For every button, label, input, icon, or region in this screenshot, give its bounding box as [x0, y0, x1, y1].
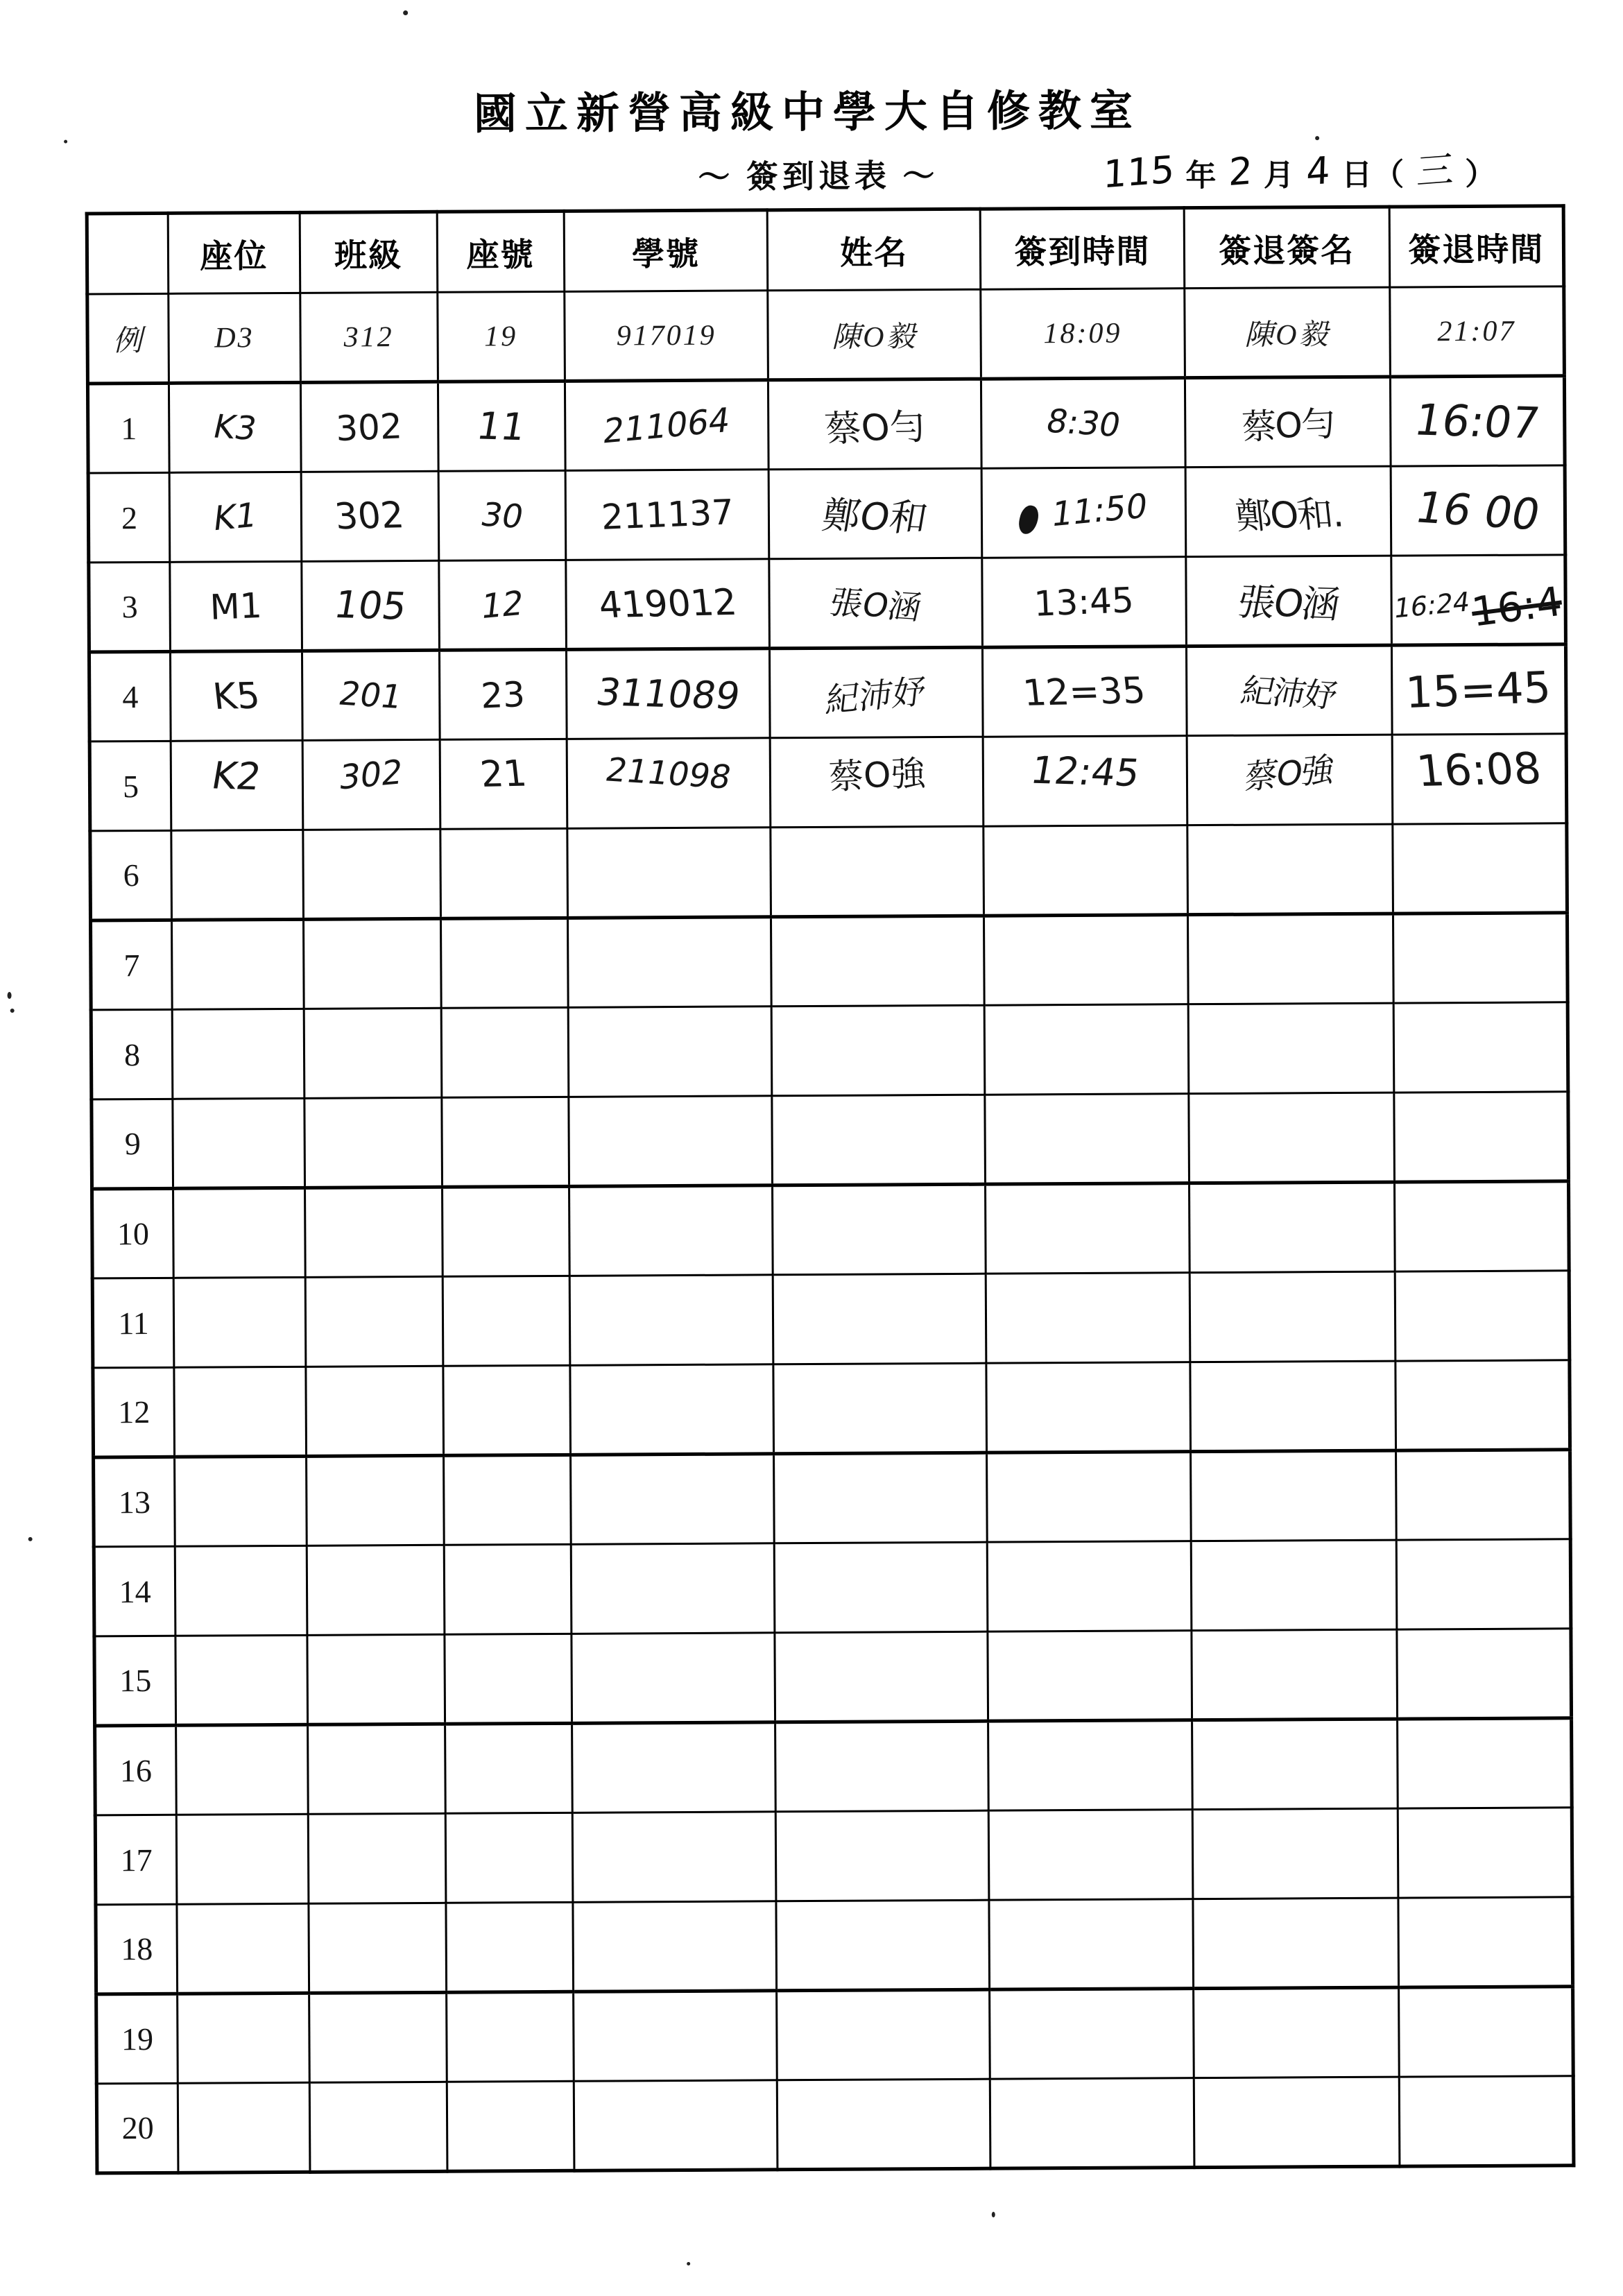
class-cell: [300, 382, 438, 472]
name-cell: [772, 1095, 985, 1185]
row-number-cell: 20: [96, 2083, 178, 2173]
seat-no-cell: [440, 918, 568, 1008]
scan-speckle: [64, 140, 67, 144]
seat-no-cell: [444, 1544, 572, 1634]
handwritten-text: 鄭O和.: [1233, 493, 1344, 538]
handwritten-text: 8:30: [1042, 402, 1124, 445]
row-number-cell: 18: [96, 1904, 178, 1994]
name-cell: [768, 379, 981, 470]
handwritten-text: 11: [474, 404, 529, 449]
row-number-cell: 12: [93, 1367, 175, 1457]
seat-no-cell: [445, 1902, 573, 1992]
signout-signature-cell: [1187, 735, 1393, 825]
seat-cell: [171, 830, 303, 920]
row-number-cell: 例: [87, 293, 169, 384]
signout-signature-cell: [1187, 824, 1393, 915]
handwritten-text: 16 00: [1410, 481, 1545, 540]
seat-no-cell: [438, 381, 565, 471]
table-row: [89, 644, 1566, 742]
class-cell: [307, 1545, 445, 1635]
seat-cell: D3: [169, 293, 300, 383]
seat-no-cell: [443, 1455, 571, 1545]
scan-speckle: [10, 1009, 15, 1013]
class-cell: [302, 650, 440, 740]
signout-signature-cell: [1193, 1898, 1399, 1989]
ink-blot: [1017, 504, 1040, 536]
student-id-cell: [567, 828, 771, 918]
handwritten-text: 201: [335, 674, 406, 717]
date-year-handwritten: 115: [1102, 147, 1176, 197]
seat-cell: [176, 1814, 308, 1904]
name-cell: [774, 1453, 987, 1543]
signout-time-cell: [1392, 734, 1567, 824]
row-number-cell: 5: [89, 741, 171, 831]
empty-row: [92, 1271, 1570, 1368]
student-id-cell: [570, 1454, 774, 1545]
seat-cell: [170, 561, 302, 651]
class-cell: [304, 1187, 443, 1277]
header-class: 班級: [300, 212, 438, 293]
signout-time-cell: 21:07: [1389, 286, 1564, 377]
signin-time-cell: [986, 1273, 1190, 1364]
name-cell: [769, 468, 982, 559]
row-number-cell: 9: [92, 1099, 173, 1189]
seat-no-cell: [438, 470, 566, 560]
student-id-cell: [569, 1185, 773, 1276]
scan-speckle: [992, 2212, 995, 2218]
handwritten-text: 紀沛妤: [1237, 671, 1340, 716]
scan-speckle: [28, 1537, 33, 1541]
class-cell: [305, 1366, 443, 1456]
handwritten-text: K5: [210, 675, 262, 718]
handwritten-text: K1: [212, 495, 259, 539]
empty-row: [95, 1718, 1572, 1815]
row-number-cell: 8: [91, 1009, 173, 1099]
signin-time-cell: [982, 557, 1186, 648]
class-cell: [306, 1455, 444, 1545]
name-cell: [777, 1989, 990, 2080]
empty-row: [94, 1450, 1571, 1547]
handwritten-text: 11:50: [1049, 486, 1150, 535]
seat-cell: [171, 651, 302, 741]
seat-cell: [172, 919, 304, 1009]
student-id-cell: [567, 917, 771, 1008]
empty-row: [92, 1092, 1569, 1189]
signin-time-cell: [982, 646, 1186, 737]
date-weekday-handwritten: 三: [1416, 147, 1454, 194]
seat-cell: [169, 382, 301, 472]
class-cell: 312: [300, 292, 438, 382]
row-number-cell: 1: [87, 383, 169, 473]
seat-no-cell: [441, 1097, 569, 1187]
signout-signature-cell: [1192, 1629, 1398, 1720]
class-cell: [302, 829, 440, 919]
student-id-cell: [574, 2080, 778, 2171]
handwritten-text: 211098: [602, 751, 735, 797]
signout-time-cell: [1391, 644, 1566, 735]
row-number-cell: 14: [94, 1546, 175, 1636]
date-month-handwritten: 2: [1228, 148, 1253, 195]
handwritten-text: 12=35: [1021, 669, 1148, 714]
header-name: 姓名: [768, 209, 981, 291]
header-seat-no: 座號: [437, 211, 565, 292]
seat-no-cell: [444, 1634, 572, 1724]
class-cell: [307, 1724, 445, 1814]
signin-time-cell: [988, 1631, 1192, 1722]
seat-cell: [177, 1903, 309, 1994]
handwritten-text: 419012: [596, 581, 739, 626]
class-cell: [304, 1008, 442, 1098]
date-line: [1092, 142, 1497, 198]
seat-no-cell: [445, 1723, 572, 1813]
handwritten-text: 311089: [592, 670, 744, 718]
date-weekday-close-paren: ）: [1465, 157, 1497, 192]
table-row: [87, 376, 1565, 473]
name-cell: [773, 1363, 986, 1454]
handwritten-text: 蔡O強: [827, 753, 927, 798]
handwritten-text: 蔡O強: [1242, 749, 1336, 798]
handwritten-text: 105: [330, 582, 410, 628]
name-cell: [771, 916, 984, 1006]
signout-signature-cell: [1186, 645, 1392, 736]
row-number-cell: 7: [91, 920, 173, 1010]
class-cell: [308, 1903, 446, 1993]
seat-no-cell: [443, 1365, 570, 1455]
student-id-cell: [565, 559, 769, 650]
student-id-cell: [572, 1633, 775, 1724]
date-day-label: 日: [1341, 157, 1374, 192]
name-cell: [771, 826, 984, 917]
empty-row: [93, 1360, 1570, 1457]
student-id-cell: [569, 1275, 773, 1366]
signout-time-cell: [1390, 376, 1565, 466]
header-student-id: 學號: [564, 210, 768, 292]
name-cell: [775, 1721, 988, 1812]
empty-row: [96, 2076, 1574, 2173]
seat-no-cell: [439, 649, 567, 739]
signout-time-cell: [1391, 555, 1565, 645]
signout-signature-cell: [1193, 1987, 1399, 2078]
signout-signature-cell: [1192, 1719, 1398, 1810]
handwritten-text: 302: [333, 495, 406, 538]
handwritten-text: 12: [479, 583, 526, 627]
signout-signature-cell: [1188, 1003, 1394, 1094]
seat-cell: [175, 1635, 307, 1725]
student-id-cell: [568, 1096, 772, 1187]
row-number-cell: 19: [96, 1994, 178, 2084]
handwritten-text: 13:45: [1033, 579, 1135, 624]
signout-signature-cell: [1190, 1361, 1396, 1452]
signout-signature-cell: 陳O毅: [1185, 287, 1391, 378]
handwritten-text: K3: [209, 407, 261, 448]
handwritten-text: K2: [209, 753, 265, 798]
seat-no-cell: 19: [437, 291, 565, 382]
sheet-subtitle: ～ 簽到退表 ～: [698, 158, 939, 195]
seat-cell: [171, 740, 302, 830]
student-id-cell: [565, 470, 769, 560]
header-signin-time: 簽到時間: [980, 208, 1184, 290]
date-year-label: 年: [1185, 158, 1218, 194]
signout-time-cell: [1393, 823, 1568, 914]
student-id-cell: [571, 1543, 775, 1634]
name-cell: [770, 647, 983, 738]
seat-cell: [173, 1098, 304, 1188]
signin-time-cell: [989, 1899, 1193, 1990]
class-cell: [309, 1992, 447, 2082]
scan-speckle: [8, 992, 12, 999]
handwritten-text: 鄭O和: [818, 492, 931, 540]
empty-row: [91, 913, 1568, 1010]
handwritten-text: 蔡O勻: [823, 406, 928, 451]
signout-time-cell: [1397, 1718, 1572, 1808]
row-number-cell: 2: [88, 472, 170, 563]
signout-signature-cell: [1190, 1450, 1396, 1541]
signin-time-cell: [988, 1810, 1192, 1901]
seat-cell: [169, 472, 301, 562]
signout-time-cell: [1395, 1271, 1570, 1361]
row-number-cell: 6: [90, 830, 172, 920]
signin-time-cell: [986, 1362, 1190, 1453]
empty-row: [95, 1808, 1572, 1905]
signin-signout-table: [85, 204, 1576, 2175]
name-cell: [775, 1631, 988, 1722]
handwritten-text: 蔡O勻: [1240, 403, 1335, 447]
date-month-label: 月: [1263, 158, 1296, 193]
signout-time-cell: [1393, 1002, 1568, 1093]
seat-cell: [172, 1009, 304, 1099]
class-cell: [308, 1813, 446, 1903]
name-cell: [773, 1184, 986, 1275]
signout-signature-cell: [1189, 1182, 1395, 1273]
class-cell: [302, 739, 440, 830]
student-id-cell: [566, 649, 770, 739]
name-cell: [769, 558, 982, 649]
header-signout-signature: 簽退簽名: [1184, 207, 1390, 289]
signout-time-cell: [1394, 1181, 1569, 1271]
signout-time-cell: [1396, 1360, 1570, 1450]
name-cell: [773, 1274, 986, 1364]
date-weekday-open-paren: （: [1373, 157, 1406, 192]
signin-time-cell: [981, 378, 1185, 469]
signout-time-cell: [1391, 465, 1565, 556]
handwritten-text: 302: [336, 752, 405, 798]
row-number-cell: 17: [95, 1815, 177, 1905]
student-id-cell: [573, 1901, 777, 1992]
date-day-handwritten: 4: [1305, 148, 1332, 194]
signout-signature-cell: [1192, 1808, 1398, 1899]
seat-no-cell: [443, 1276, 570, 1366]
empty-row: [94, 1539, 1571, 1636]
handwritten-text: 張O涵: [825, 583, 925, 628]
handwritten-text: 30: [476, 495, 527, 536]
student-id-cell: [568, 1006, 772, 1097]
seat-no-cell: [446, 1991, 574, 2082]
struck-out-time: 16:4: [1468, 577, 1565, 636]
empty-row: [96, 1987, 1574, 2084]
name-cell: [772, 1005, 985, 1096]
handwritten-text: 16:07: [1411, 394, 1544, 449]
scan-speckle: [1315, 136, 1319, 140]
seat-cell: [175, 1545, 307, 1636]
handwritten-text: 21: [478, 753, 529, 796]
signout-time-cell: [1399, 2076, 1574, 2166]
signout-time-cell: [1398, 1897, 1573, 1987]
student-id-cell: [572, 1812, 776, 1903]
handwritten-text: 211137: [600, 492, 735, 538]
signin-time-cell: [981, 468, 1185, 558]
class-cell: [303, 918, 441, 1009]
name-cell: [778, 2079, 990, 2170]
row-number-cell: 11: [92, 1278, 174, 1368]
class-cell: [305, 1276, 443, 1367]
signin-time-cell: [988, 1720, 1192, 1811]
signout-time-cell: [1396, 1450, 1570, 1540]
empty-row: [90, 823, 1568, 920]
page-title: 國立新營高級中學大自修教室: [473, 87, 1142, 139]
seat-no-cell: [441, 1007, 569, 1097]
row-number-cell: 16: [95, 1725, 177, 1815]
seat-cell: [178, 2082, 309, 2173]
signout-time-cell: [1398, 1808, 1572, 1898]
student-id-cell: [572, 1722, 775, 1813]
signout-signature-cell: [1185, 466, 1391, 557]
class-cell: [301, 560, 439, 651]
signout-time-cell: [1398, 1987, 1573, 2077]
seat-cell: [175, 1456, 307, 1546]
signin-time-cell: [986, 1183, 1190, 1274]
signin-time-cell: [984, 825, 1187, 916]
handwritten-text: 302: [335, 405, 404, 449]
name-cell: 陳O毅: [768, 289, 981, 380]
student-id-cell: [570, 1364, 774, 1455]
handwritten-text: 12:45: [1027, 748, 1143, 795]
signin-time-cell: 18:09: [981, 289, 1185, 379]
signin-time-cell: [990, 2078, 1194, 2169]
seat-cell: [176, 1724, 308, 1815]
seat-no-cell: [440, 739, 567, 829]
signout-signature-cell: [1189, 1093, 1395, 1183]
table-row: [88, 465, 1565, 563]
student-id-cell: [565, 380, 768, 471]
handwritten-text: 紀沛妤: [823, 671, 929, 721]
seat-cell: [174, 1367, 306, 1457]
seat-cell: [173, 1277, 305, 1367]
signout-time-cell: [1393, 913, 1568, 1003]
name-cell: [771, 737, 984, 828]
name-cell: [776, 1810, 989, 1901]
signout-signature-cell: [1187, 914, 1393, 1004]
empty-row: [96, 1897, 1573, 1994]
row-number-cell: 10: [92, 1188, 174, 1278]
signin-time-cell: [987, 1541, 1191, 1632]
row-number-cell: 3: [89, 562, 171, 652]
row-number-cell: 13: [94, 1457, 175, 1547]
scan-speckle: [403, 10, 408, 15]
student-id-cell: 917019: [564, 291, 768, 382]
class-cell: [307, 1634, 445, 1724]
seat-no-cell: [447, 2081, 574, 2171]
handwritten-text: M1: [209, 585, 263, 628]
handwritten-text: 16:24: [1392, 585, 1472, 624]
signin-time-cell: [985, 1094, 1189, 1185]
signout-time-cell: [1397, 1629, 1572, 1719]
class-cell: [309, 2082, 447, 2172]
handwritten-text: 張O涵: [1234, 580, 1342, 627]
signout-signature-cell: [1190, 1271, 1396, 1362]
signin-time-cell: [984, 915, 1187, 1006]
table-row: [89, 555, 1566, 652]
header-seat: 座位: [168, 212, 300, 293]
table-row: [89, 734, 1567, 831]
scan-speckle: [687, 2262, 690, 2265]
seat-cell: [178, 1993, 309, 2083]
signout-time-cell: [1394, 1092, 1569, 1182]
handwritten-text: 211064: [601, 400, 732, 452]
seat-no-cell: [438, 560, 566, 650]
example-row: [87, 286, 1565, 384]
name-cell: [775, 1542, 988, 1633]
signout-signature-cell: [1194, 2077, 1400, 2168]
seat-no-cell: [445, 1813, 573, 1903]
header-row: [87, 206, 1564, 294]
header-row-number: [87, 213, 169, 294]
class-cell: [304, 1097, 442, 1188]
signout-time-cell: [1396, 1539, 1571, 1629]
seat-cell: [173, 1188, 305, 1278]
signout-signature-cell: [1186, 556, 1392, 646]
signin-time-cell: [990, 1989, 1194, 2080]
signin-time-cell: [983, 736, 1187, 827]
signout-signature-cell: [1191, 1540, 1397, 1631]
signin-time-cell: [987, 1452, 1191, 1543]
name-cell: [776, 1900, 989, 1991]
handwritten-text: 16:08: [1414, 742, 1544, 796]
row-number-cell: 4: [89, 651, 171, 742]
signout-signature-cell: [1185, 377, 1391, 468]
student-id-cell: [567, 738, 771, 829]
signin-time-cell: [984, 1004, 1188, 1095]
empty-row: [91, 1002, 1568, 1099]
student-id-cell: [573, 1991, 777, 2082]
seat-no-cell: [442, 1186, 569, 1276]
handwritten-text: 23: [479, 674, 526, 717]
row-number-cell: 15: [94, 1636, 176, 1726]
header-signout-time: 簽退時間: [1389, 206, 1564, 287]
class-cell: [301, 471, 439, 561]
empty-row: [94, 1629, 1572, 1726]
seat-no-cell: [440, 828, 567, 918]
empty-row: [92, 1181, 1570, 1278]
handwritten-text: 15=45: [1405, 661, 1552, 719]
